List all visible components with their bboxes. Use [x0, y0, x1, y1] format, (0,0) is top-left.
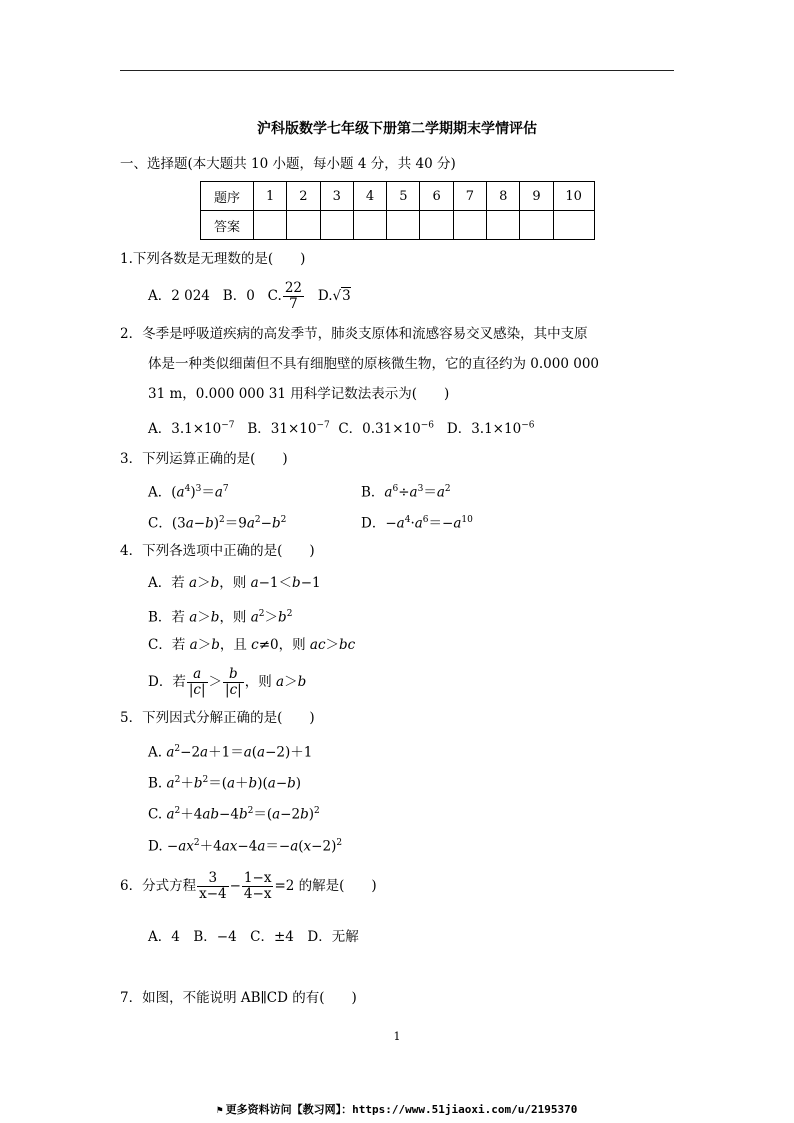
question-4-stem: 4．下列各选项中正确的是( ) [120, 543, 315, 559]
q5-option-d: D. $-ax^2+4ax-4a=-a(x-2)^2$ [148, 838, 343, 855]
q2-option-b: B．$31\times 10^{-7}$ [247, 420, 330, 437]
q4-option-a: A．若 a＞b，则 a−1＜b−1 [148, 575, 321, 591]
question-1-options [148, 276, 351, 316]
q4-option-b: B．若 a＞b，则 $a^2>b^2$ [148, 609, 293, 626]
q5-option-a: A. $a^2-2a+1=a(a-2)+1$ [148, 744, 313, 761]
answer-cell[interactable] [420, 211, 453, 240]
q2-option-d: D．$3.1\times 10^{-6}$ [446, 420, 535, 437]
table-header: 题序 [201, 182, 254, 211]
q5-option-c: C. $a^2+4ab-4b^2=(a-2b)^2$ [148, 806, 320, 823]
question-5-stem: 5．下列因式分解正确的是( ) [120, 710, 315, 726]
table-cell: 5 [387, 182, 420, 211]
table-cell: 7 [453, 182, 486, 211]
table-header: 答案 [201, 211, 254, 240]
question-3-stem: 3．下列运算正确的是( ) [120, 451, 288, 467]
table-cell: 9 [520, 182, 553, 211]
q3-option-a: A．$(a^4)^3=a^7$ [148, 484, 229, 501]
answer-table [200, 181, 595, 240]
answer-cell[interactable] [353, 211, 386, 240]
table-cell: 4 [353, 182, 386, 211]
question-2-line-1: 2．冬季是呼吸道疾病的高发季节，肺炎支原体和流感容易交叉感染，其中支原 [120, 326, 588, 342]
flag-icon: ⚑ [216, 1105, 223, 1116]
question-2-options [148, 415, 534, 439]
page-title: 沪科版数学七年级下册第二学期期末学情评估 [257, 121, 537, 137]
q1-option-d: D.√3 [317, 288, 351, 304]
section-heading: 一、选择题(本大题共 10 小题，每小题 4 分，共 40 分) [120, 156, 456, 172]
q2-option-a: A．$3.1\times 10^{-7}$ [148, 420, 235, 437]
page-number: 1 [393, 1030, 401, 1043]
table-cell: 3 [320, 182, 353, 211]
question-2-line-3: 31 m，0.000 000 31 用科学记数法表示为( ) [148, 386, 450, 402]
table-cell: 2 [287, 182, 320, 211]
answer-cell[interactable] [320, 211, 353, 240]
q2-option-c: C．$0.31\times 10^{-6}$ [338, 420, 435, 437]
answer-cell[interactable] [487, 211, 520, 240]
q1-option-c: C. $\frac{22}{7}$ [267, 280, 302, 312]
q3-option-c: C．$(3a-b)^2=9a^2-b^2$ [148, 515, 287, 532]
table-row [201, 182, 595, 211]
footer-link[interactable]: ⚑ 更多资料访问【教习网】：https://www.51jiaoxi.com/u/2195370 [216, 1103, 578, 1116]
q3-option-b: B．$a^6\div a^3=a^2$ [361, 484, 451, 501]
question-2-line-2: 体是一种类似细菌但不具有细胞壁的原核微生物，它的直径约为 0.000 000 [148, 356, 599, 372]
answer-cell[interactable] [254, 211, 287, 240]
q1-option-b: B．0 [222, 288, 255, 304]
answer-cell[interactable] [453, 211, 486, 240]
q1-option-a: A．2 024 [148, 288, 210, 304]
table-row [201, 211, 595, 240]
answer-cell[interactable] [553, 211, 594, 240]
table-cell: 1 [254, 182, 287, 211]
q4-option-c: C．若 a＞b，且 c≠0，则 ac＞bc [148, 637, 356, 653]
table-cell: 6 [420, 182, 453, 211]
q3-option-d: D．$-a^4\cdot a^6=-a^{10}$ [361, 515, 473, 532]
table-cell: 10 [553, 182, 594, 211]
page-top-rule [120, 70, 674, 71]
table-cell: 8 [487, 182, 520, 211]
answer-cell[interactable] [287, 211, 320, 240]
question-6-options: A．4 B．−4 C．±4 D．无解 [148, 929, 359, 945]
answer-cell[interactable] [387, 211, 420, 240]
q5-option-b: B. $a^2+b^2=(a+b)(a-b)$ [148, 775, 302, 792]
question-7-stem: 7．如图，不能说明 AB∥CD 的有( ) [120, 990, 357, 1006]
question-6-stem: 6．分式方程 $\frac{3}{x-4}$ − $\frac{1-x}{4-x}$ =2 的解是( ) [120, 870, 377, 902]
question-1-stem: 1.下列各数是无理数的是( ) [120, 251, 306, 267]
answer-cell[interactable] [520, 211, 553, 240]
q4-option-d: D．若 $\frac{a}{|c|}$ ＞ $\frac{b}{|c|}$ ，则 a＞b [148, 666, 307, 698]
